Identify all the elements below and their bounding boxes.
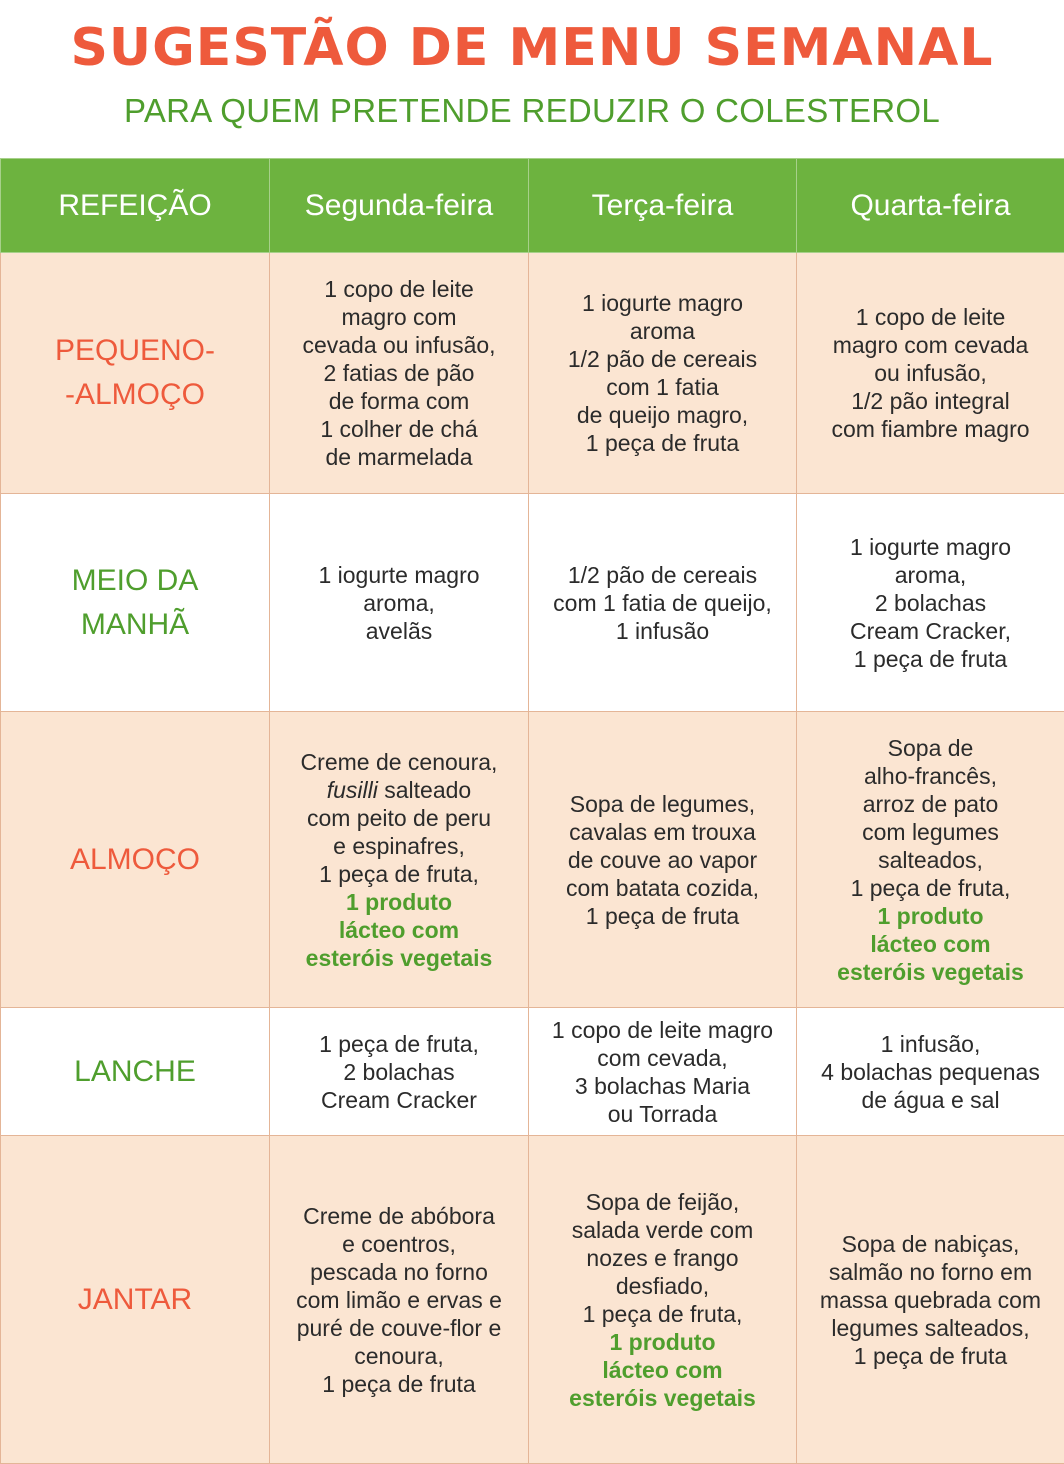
table-row-snack (1, 1008, 1064, 1136)
page-title: SUGESTÃO DE MENU SEMANAL (0, 18, 1064, 78)
cell-midmorning-wednesday (797, 494, 1064, 712)
cell-lunch-wednesday (797, 712, 1064, 1008)
cell-highlight-line: 1 produto (278, 888, 520, 916)
cell-line: 1 peça de fruta (278, 1370, 520, 1398)
cell-line: alho-francês, (805, 762, 1056, 790)
column-header-tuesday: Terça-feira (529, 159, 797, 253)
cell-line: de marmelada (278, 443, 520, 471)
cell-line: 1 peça de fruta (805, 1342, 1056, 1370)
cell-line: pescada no forno (278, 1258, 520, 1286)
meal-label-line: LANCHE (9, 1050, 261, 1094)
cell-line: legumes salteados, (805, 1314, 1056, 1342)
cell-line: 1 copo de leite (278, 275, 520, 303)
cell-line: aroma, (278, 589, 520, 617)
cell-line: aroma (537, 317, 788, 345)
cell-line: Creme de cenoura, (278, 748, 520, 776)
cell-highlight-line: 1 produto (537, 1328, 788, 1356)
cell-line: de água e sal (805, 1086, 1056, 1114)
cell-dinner-tuesday (529, 1136, 797, 1464)
cell-line: 1/2 pão de cereais (537, 345, 788, 373)
cell-line: e espinafres, (278, 832, 520, 860)
cell-line: Cream Cracker (278, 1086, 520, 1114)
cell-line: 1 copo de leite (805, 303, 1056, 331)
menu-table (0, 158, 1064, 1464)
cell-snack-wednesday (797, 1008, 1064, 1136)
column-header-wednesday: Quarta-feira (797, 159, 1064, 253)
cell-highlight-line: 1 produto (805, 902, 1056, 930)
cell-highlight-line: esteróis vegetais (537, 1384, 788, 1412)
cell-line: 1 iogurte magro (278, 561, 520, 589)
cell-line: Sopa de feijão, (537, 1188, 788, 1216)
meal-label-line: MEIO DA (9, 559, 261, 603)
cell-line: 1 iogurte magro (537, 289, 788, 317)
cell-line: massa quebrada com (805, 1286, 1056, 1314)
cell-line: 1/2 pão de cereais (537, 561, 788, 589)
cell-line: nozes e frango (537, 1244, 788, 1272)
cell-highlight-line: lácteo com (278, 916, 520, 944)
cell-line: desfiado, (537, 1272, 788, 1300)
cell-italic-text: fusilli (327, 777, 378, 803)
cell-line: 1 peça de fruta, (805, 874, 1056, 902)
cell-line: magro com (278, 303, 520, 331)
cell-snack-monday (270, 1008, 529, 1136)
cell-line: 4 bolachas pequenas (805, 1058, 1056, 1086)
cell-line: com 1 fatia (537, 373, 788, 401)
cell-line: salmão no forno em (805, 1258, 1056, 1286)
cell-line: com fiambre magro (805, 415, 1056, 443)
header-row (1, 159, 1064, 253)
meal-label-line: PEQUENO- (9, 329, 261, 373)
cell-highlight-line: lácteo com (805, 930, 1056, 958)
cell-line: Sopa de legumes, (537, 790, 788, 818)
cell-lunch-tuesday (529, 712, 797, 1008)
cell-line: 1 peça de fruta (537, 902, 788, 930)
cell-line: de queijo magro, (537, 401, 788, 429)
cell-line: 1 peça de fruta, (278, 860, 520, 888)
cell-line: 2 fatias de pão (278, 359, 520, 387)
cell-line: com limão e ervas e (278, 1286, 520, 1314)
cell-line: ou Torrada (537, 1100, 788, 1128)
meal-label-line: MANHÃ (9, 603, 261, 647)
cell-line: com 1 fatia de queijo, (537, 589, 788, 617)
meal-label-lunch (1, 712, 270, 1008)
cell-line: salteados, (805, 846, 1056, 874)
cell-line: cavalas em trouxa (537, 818, 788, 846)
cell-line: 1 peça de fruta, (278, 1030, 520, 1058)
cell-breakfast-tuesday (529, 253, 797, 494)
meal-label-line: JANTAR (9, 1278, 261, 1322)
cell-line: cevada ou infusão, (278, 331, 520, 359)
table-row-dinner (1, 1136, 1064, 1464)
cell-line: magro com cevada (805, 331, 1056, 359)
cell-line: 1 copo de leite magro (537, 1016, 788, 1044)
cell-breakfast-monday (270, 253, 529, 494)
page-subtitle: PARA QUEM PRETENDE REDUZIR O COLESTEROL (0, 92, 1064, 130)
cell-line (278, 776, 520, 804)
cell-line: 2 bolachas (805, 589, 1056, 617)
cell-highlight-line: esteróis vegetais (278, 944, 520, 972)
cell-line: Sopa de (805, 734, 1056, 762)
cell-line: Creme de abóbora (278, 1202, 520, 1230)
cell-dinner-wednesday (797, 1136, 1064, 1464)
cell-line: ou infusão, (805, 359, 1056, 387)
meal-label-line: -ALMOÇO (9, 373, 261, 417)
meal-label-midmorning (1, 494, 270, 712)
cell-line: aroma, (805, 561, 1056, 589)
meal-label-dinner (1, 1136, 270, 1464)
page-header (0, 0, 1064, 158)
cell-line: cenoura, (278, 1342, 520, 1370)
cell-line: salada verde com (537, 1216, 788, 1244)
cell-line: 1 infusão (537, 617, 788, 645)
cell-line: com legumes (805, 818, 1056, 846)
cell-breakfast-wednesday (797, 253, 1064, 494)
column-header-monday: Segunda-feira (270, 159, 529, 253)
cell-line: arroz de pato (805, 790, 1056, 818)
cell-line: 1 peça de fruta (537, 429, 788, 457)
cell-line: 1 peça de fruta, (537, 1300, 788, 1328)
cell-line: de couve ao vapor (537, 846, 788, 874)
cell-line: avelãs (278, 617, 520, 645)
cell-line: e coentros, (278, 1230, 520, 1258)
cell-line: 1 colher de chá (278, 415, 520, 443)
cell-line: com peito de peru (278, 804, 520, 832)
cell-line: 1 iogurte magro (805, 533, 1056, 561)
cell-highlight-line: lácteo com (537, 1356, 788, 1384)
cell-line: puré de couve-flor e (278, 1314, 520, 1342)
cell-midmorning-monday (270, 494, 529, 712)
table-row-breakfast (1, 253, 1064, 494)
cell-line: 1 infusão, (805, 1030, 1056, 1058)
cell-line: de forma com (278, 387, 520, 415)
column-header-meal: REFEIÇÃO (1, 159, 270, 253)
cell-midmorning-tuesday (529, 494, 797, 712)
table-row-midmorning (1, 494, 1064, 712)
cell-text: salteado (378, 777, 471, 803)
cell-line: com cevada, (537, 1044, 788, 1072)
cell-snack-tuesday (529, 1008, 797, 1136)
meal-label-snack (1, 1008, 270, 1136)
cell-highlight-line: esteróis vegetais (805, 958, 1056, 986)
cell-line: 2 bolachas (278, 1058, 520, 1086)
cell-line: com batata cozida, (537, 874, 788, 902)
cell-lunch-monday (270, 712, 529, 1008)
cell-dinner-monday (270, 1136, 529, 1464)
table-row-lunch (1, 712, 1064, 1008)
cell-line: Sopa de nabiças, (805, 1230, 1056, 1258)
cell-line: Cream Cracker, (805, 617, 1056, 645)
cell-line: 1/2 pão integral (805, 387, 1056, 415)
cell-line: 3 bolachas Maria (537, 1072, 788, 1100)
cell-line: 1 peça de fruta (805, 645, 1056, 673)
meal-label-line: ALMOÇO (9, 838, 261, 882)
meal-label-breakfast (1, 253, 270, 494)
